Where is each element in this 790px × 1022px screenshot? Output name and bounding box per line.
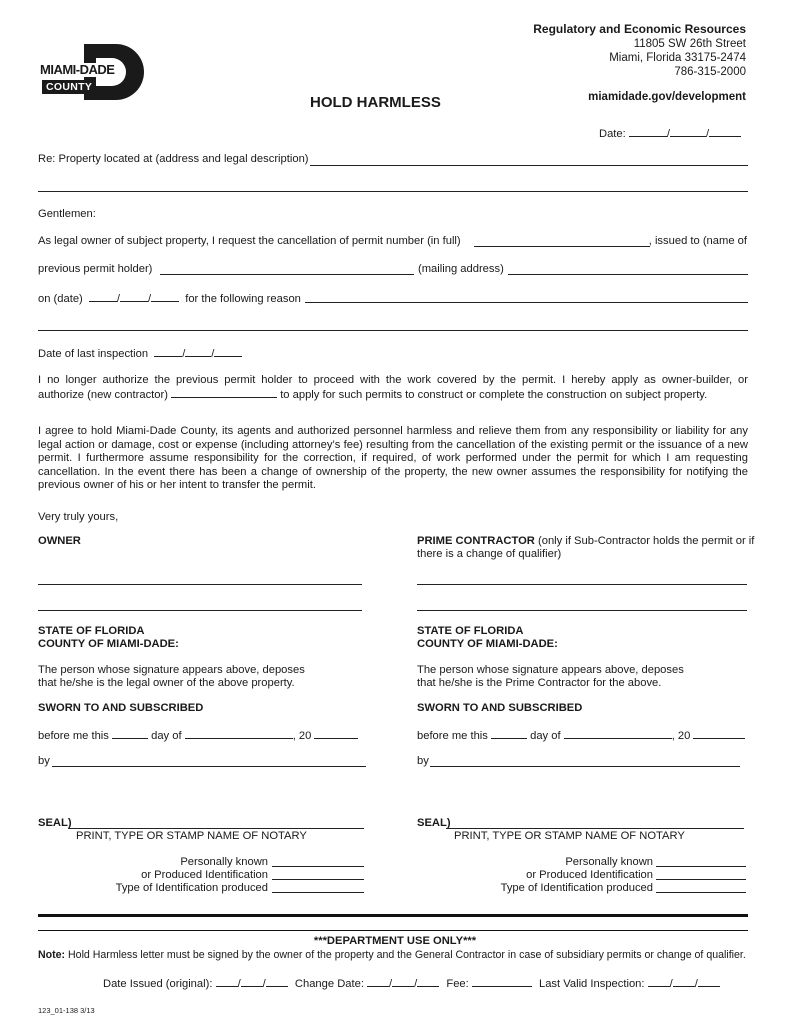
property-address-field[interactable] <box>310 165 748 166</box>
owner-depose-1: The person whose signature appears above, deposes <box>38 664 305 676</box>
department-divider-top <box>38 914 748 917</box>
owner-id-type-field[interactable] <box>272 892 364 893</box>
slash: / <box>669 978 673 990</box>
contractor-county: COUNTY OF MIAMI-DADE: <box>417 638 558 650</box>
contractor-month-field[interactable] <box>564 728 672 739</box>
phone-number: 786-315-2000 <box>674 66 746 78</box>
mailing-address-label: (mailing address) <box>418 263 504 275</box>
authorize-paragraph-line1: I no longer authorize the previous permit holder to proceed with the work covered by the permit. I hereby apply as owner-builder, or <box>38 374 748 386</box>
owner-year-field[interactable] <box>314 728 358 739</box>
website-link[interactable]: miamidade.gov/development <box>588 91 746 103</box>
day-of-label: day of <box>151 730 182 742</box>
contractor-by-label: by <box>417 755 429 767</box>
last-inspection-row <box>38 346 242 361</box>
on-date-year-field[interactable] <box>151 291 179 302</box>
day-of-label: day of <box>530 730 561 742</box>
contractor-depose-2: that he/she is the Prime Contractor for the above. <box>417 677 662 689</box>
slash: / <box>705 128 710 140</box>
on-date-row <box>38 291 301 306</box>
authorize-rest: to apply for such permits to construct or complete the construction on subject property. <box>280 389 708 401</box>
valid-day-field[interactable] <box>673 976 695 987</box>
slash: / <box>148 293 152 305</box>
inspection-month-field[interactable] <box>154 346 182 357</box>
owner-known-label: Personally known <box>180 856 268 868</box>
contractor-heading-note-2: there is a change of qualifier) <box>417 548 562 560</box>
owner-request-label: As legal owner of subject property, I request the cancellation of permit number (in full) <box>38 235 461 247</box>
slash: / <box>666 128 670 140</box>
owner-month-field[interactable] <box>185 728 293 739</box>
contractor-produced-field[interactable] <box>656 879 746 880</box>
contractor-notary-name-label: PRINT, TYPE OR STAMP NAME OF NOTARY <box>454 830 685 842</box>
department-name: Regulatory and Economic Resources <box>533 22 746 36</box>
contractor-notary-field[interactable] <box>446 828 744 829</box>
owner-notary-field[interactable] <box>68 828 364 829</box>
issued-day-field[interactable] <box>241 976 263 987</box>
mailing-address-field[interactable] <box>508 274 748 275</box>
twenty-label: , 20 <box>671 730 691 742</box>
contractor-known-field[interactable] <box>656 866 746 867</box>
closing: Very truly yours, <box>38 511 119 523</box>
contractor-heading: PRIME CONTRACTOR <box>417 535 535 547</box>
owner-heading: OWNER <box>38 535 81 547</box>
contractor-seal-label: SEAL) <box>417 817 451 829</box>
department-note <box>38 949 746 962</box>
owner-state: STATE OF FLORIDA <box>38 625 145 637</box>
slash: / <box>237 978 241 990</box>
owner-seal-label: SEAL) <box>38 817 72 829</box>
slash: / <box>182 348 186 360</box>
twenty-label: , 20 <box>292 730 312 742</box>
authorize-paragraph-line2 <box>38 387 707 402</box>
change-day-field[interactable] <box>392 976 414 987</box>
owner-sworn: SWORN TO AND SUBSCRIBED <box>38 702 204 714</box>
inspection-day-field[interactable] <box>185 346 211 357</box>
reason-field[interactable] <box>305 302 748 303</box>
reason-field-2[interactable] <box>38 330 748 331</box>
contractor-day-field[interactable] <box>491 728 527 739</box>
contractor-depose-1: The person whose signature appears above, deposes <box>417 664 684 676</box>
note-label: Note: <box>38 949 66 961</box>
contractor-name-field[interactable] <box>417 610 747 611</box>
owner-known-field[interactable] <box>272 866 364 867</box>
owner-id-type-label: Type of Identification produced <box>115 882 268 894</box>
issued-to-label: , issued to (name of <box>648 235 747 247</box>
on-date-label: on (date) <box>38 293 83 305</box>
slash: / <box>694 978 698 990</box>
slash: / <box>414 978 418 990</box>
owner-before-me-row <box>38 728 358 743</box>
note-text: Hold Harmless letter must be signed by the owner of the property and the General Contractor in case of subsidiary permits or change of qualifier. <box>65 949 746 961</box>
salutation: Gentlemen: <box>38 208 96 220</box>
slash: / <box>116 293 120 305</box>
date-label: Date: <box>599 128 626 140</box>
owner-depose-2: that he/she is the legal owner of the above property. <box>38 677 295 689</box>
slash: / <box>389 978 393 990</box>
on-date-day-field[interactable] <box>120 291 148 302</box>
owner-notary-name-label: PRINT, TYPE OR STAMP NAME OF NOTARY <box>76 830 307 842</box>
page-title: HOLD HARMLESS <box>310 94 441 111</box>
last-inspection-label: Date of last inspection <box>38 348 149 360</box>
contractor-year-field[interactable] <box>693 728 745 739</box>
slash: / <box>262 978 266 990</box>
change-year-field[interactable] <box>417 976 439 987</box>
issued-year-field[interactable] <box>266 976 288 987</box>
contractor-id-type-field[interactable] <box>656 892 746 893</box>
date-month-field[interactable] <box>629 126 667 137</box>
owner-produced-field[interactable] <box>272 879 364 880</box>
department-divider-bottom <box>38 930 748 931</box>
owner-county: COUNTY OF MIAMI-DADE: <box>38 638 179 650</box>
slash: / <box>211 348 215 360</box>
before-me-label: before me this <box>38 730 109 742</box>
contractor-sworn: SWORN TO AND SUBSCRIBED <box>417 702 583 714</box>
logo-line1: MIAMI-DADE <box>40 62 115 77</box>
change-month-field[interactable] <box>367 976 389 987</box>
owner-day-field[interactable] <box>112 728 148 739</box>
before-me-label: before me this <box>417 730 488 742</box>
department-use-heading: ***DEPARTMENT USE ONLY*** <box>313 935 477 947</box>
fee-field[interactable] <box>472 976 532 987</box>
contractor-signature-field[interactable] <box>417 584 747 585</box>
owner-produced-label: or Produced Identification <box>141 869 268 881</box>
hold-harmless-paragraph: I agree to hold Miami-Dade County, its agents and authorized personnel harmless and relieve them from any responsibility or liability for any legal action or damage, cost or expense (including attorney’s fee) resulting from the cancellation of the existing permit or the issuance of a new permit. I furthermore assume responsibility for the correction, if required, of work performed under the permit for which I am requesting cancellation. In the event there has been a change of ownership of the property, the new owner assumes the responsibility for notifying the previous owner of his or her intent to transfer the permit. <box>38 425 748 491</box>
address-street: 11805 SW 26th Street <box>633 38 746 50</box>
date-year-field[interactable] <box>709 126 741 137</box>
logo-line2: COUNTY <box>42 80 96 94</box>
contractor-id-type-label: Type of Identification produced <box>500 882 653 894</box>
owner-by-field[interactable] <box>52 766 366 767</box>
fee-label: Fee: <box>446 978 469 990</box>
issued-month-field[interactable] <box>216 976 238 987</box>
date-day-field[interactable] <box>670 126 706 137</box>
new-contractor-label: authorize (new contractor) <box>38 389 168 401</box>
new-contractor-field[interactable] <box>171 387 277 398</box>
on-date-month-field[interactable] <box>89 291 117 302</box>
previous-holder-label: previous permit holder) <box>38 263 153 275</box>
inspection-year-field[interactable] <box>214 346 242 357</box>
contractor-known-label: Personally known <box>565 856 653 868</box>
miami-dade-logo <box>38 44 154 102</box>
contractor-heading-note: (only if Sub-Contractor holds the permit or if <box>534 535 755 547</box>
form-code: 123_01-138 3/13 <box>38 1006 95 1015</box>
department-fields-row <box>103 976 720 991</box>
permit-number-field[interactable] <box>474 246 650 247</box>
previous-holder-field[interactable] <box>160 274 414 275</box>
contractor-state: STATE OF FLORIDA <box>417 625 524 637</box>
valid-month-field[interactable] <box>648 976 670 987</box>
address-city: Miami, Florida 33175-2474 <box>609 52 746 64</box>
reason-label: for the following reason <box>185 293 301 305</box>
date-issued-label: Date Issued (original): <box>103 978 213 990</box>
contractor-before-me-row <box>417 728 745 743</box>
last-valid-label: Last Valid Inspection: <box>538 978 645 990</box>
owner-signature-field[interactable] <box>38 584 362 585</box>
property-address-field-2[interactable] <box>38 191 748 192</box>
owner-by-label: by <box>38 755 50 767</box>
contractor-heading-row <box>417 535 754 548</box>
contractor-produced-label: or Produced Identification <box>526 869 653 881</box>
change-date-label: Change Date: <box>294 978 364 990</box>
valid-year-field[interactable] <box>698 976 720 987</box>
re-property-label: Re: Property located at (address and legal description) <box>38 153 309 165</box>
contractor-by-field[interactable] <box>430 766 740 767</box>
owner-name-field[interactable] <box>38 610 362 611</box>
date-row <box>599 126 741 141</box>
